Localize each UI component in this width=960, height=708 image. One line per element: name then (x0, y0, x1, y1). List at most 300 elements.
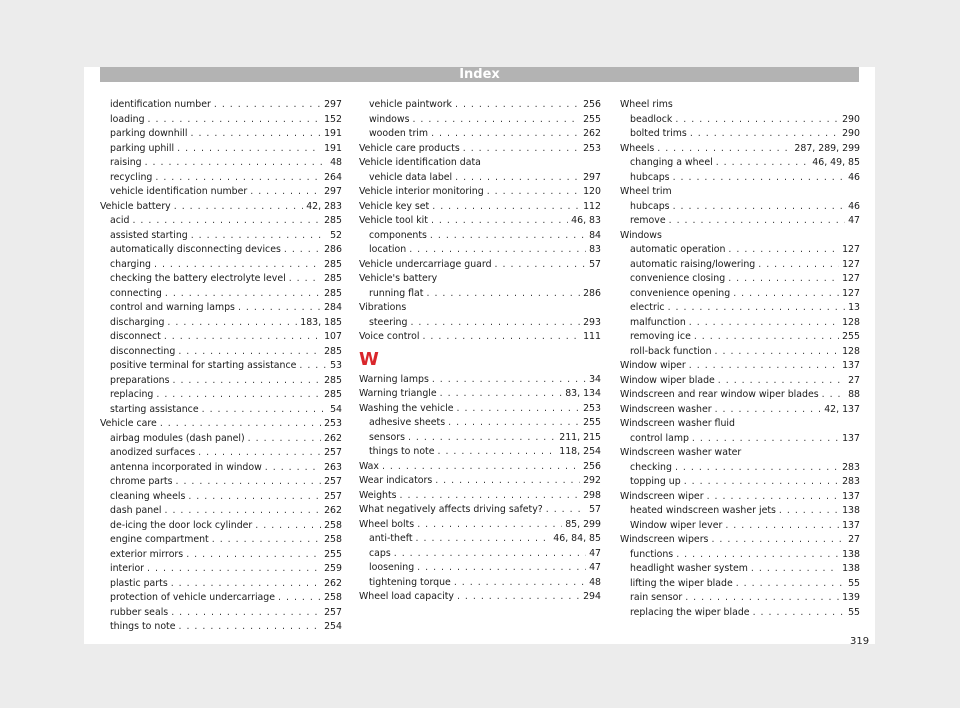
dot-leader (164, 330, 321, 345)
entry-page-refs: 47 (589, 547, 601, 559)
index-heading: Vehicle's battery (359, 273, 438, 284)
dot-leader (175, 475, 321, 490)
entry-term: roll-back function (630, 345, 712, 357)
dot-leader (188, 490, 321, 505)
dot-leader (171, 606, 321, 621)
index-subentry (100, 330, 342, 345)
index-entry (620, 533, 860, 548)
entry-term: engine compartment (110, 534, 209, 545)
index-entry (620, 490, 860, 505)
entry-term: loosening (369, 562, 415, 573)
entry-page-refs: 13 (848, 302, 860, 313)
dot-leader (165, 287, 321, 302)
index-subentry (100, 490, 342, 505)
index-subentry (620, 214, 860, 229)
entry-page-refs: 48 (330, 157, 342, 168)
index-subentry (100, 171, 342, 186)
entry-term: Vehicle care (100, 418, 157, 429)
index-subentry (620, 287, 860, 302)
dot-leader (400, 489, 581, 504)
entry-term: Vehicle undercarriage guard (359, 258, 492, 270)
index-subentry (100, 229, 342, 244)
entry-term: discharging (110, 316, 165, 328)
dot-leader (440, 387, 563, 402)
entry-page-refs: 46, 84, 85 (553, 533, 601, 544)
dot-leader (668, 301, 845, 316)
dot-leader (716, 156, 810, 171)
index-entry (100, 417, 342, 432)
entry-page-refs: 137 (842, 519, 860, 531)
index-entry (359, 387, 601, 402)
entry-page-refs: 127 (842, 273, 860, 284)
dot-leader (711, 533, 845, 548)
entry-page-refs: 264 (324, 171, 342, 183)
index-entry (359, 142, 601, 157)
dot-leader (417, 561, 586, 576)
entry-page-refs: 257 (324, 447, 342, 458)
entry-page-refs: 46 (848, 200, 860, 212)
entry-page-refs: 137 (842, 432, 860, 444)
entry-page-refs: 42, 137 (824, 403, 860, 415)
index-subentry (359, 229, 601, 244)
entry-page-refs: 258 (324, 519, 342, 531)
index-heading: Windscreen washer water (620, 447, 742, 458)
section-letter: W (359, 348, 379, 370)
index-subentry (620, 591, 860, 606)
entry-page-refs: 137 (842, 360, 860, 371)
entry-term: Windscreen and rear window wiper blades (620, 389, 819, 400)
dot-leader (448, 416, 580, 431)
entry-page-refs: 285 (324, 389, 342, 400)
entry-term: replacing (110, 389, 154, 400)
index-subentry (620, 301, 860, 316)
index-entry (359, 474, 601, 489)
index-subentry (100, 258, 342, 273)
entry-term: loading (110, 113, 145, 125)
entry-page-refs: 47 (589, 562, 601, 573)
index-subentry (100, 620, 342, 635)
index-entry (359, 460, 601, 475)
entry-term: Windscreen washer (620, 403, 712, 415)
entry-page-refs: 253 (583, 402, 601, 414)
index-subentry (620, 577, 860, 592)
entry-term: running flat (369, 287, 424, 299)
entry-term: acid (110, 215, 130, 226)
index-subentry (100, 142, 342, 157)
entry-term: starting assistance (110, 403, 199, 415)
index-entry (100, 200, 342, 215)
dot-leader (718, 374, 845, 389)
dot-leader (822, 388, 845, 403)
entry-page-refs: 128 (842, 316, 860, 328)
entry-page-refs: 138 (842, 548, 860, 560)
index-subentry (100, 98, 342, 113)
entry-page-refs: 285 (324, 258, 342, 270)
dot-leader (191, 229, 327, 244)
index-subentry (100, 606, 342, 621)
entry-page-refs: 258 (324, 592, 342, 603)
dot-leader (248, 432, 321, 447)
dot-leader (417, 518, 562, 533)
entry-term: automatically disconnecting devices (110, 244, 281, 255)
index-entry (620, 388, 860, 403)
entry-term: windows (369, 113, 410, 125)
entry-page-refs: 297 (583, 171, 601, 183)
index-subentry (359, 416, 601, 431)
entry-page-refs: 46, 49, 85 (812, 157, 860, 168)
dot-leader (758, 258, 839, 273)
entry-page-refs: 285 (324, 374, 342, 386)
dot-leader (676, 548, 839, 563)
index-subentry (620, 127, 860, 142)
entry-term: exterior mirrors (110, 548, 184, 560)
index-subentry (620, 475, 860, 490)
entry-page-refs: 262 (324, 505, 342, 516)
index-subentry (620, 504, 860, 519)
index-subentry (359, 547, 601, 562)
index-subentry (100, 214, 342, 229)
entry-page-refs: 84 (589, 229, 601, 241)
dot-leader (408, 431, 556, 446)
entry-page-refs: 255 (324, 548, 342, 560)
entry-term: Vehicle interior monitoring (359, 186, 484, 197)
entry-page-refs: 48 (589, 576, 601, 588)
dot-leader (675, 461, 839, 476)
index-subentry (620, 461, 860, 476)
index-heading: Wheel rims (620, 99, 673, 110)
entry-page-refs: 255 (842, 331, 860, 342)
dot-leader (657, 142, 791, 157)
entry-page-refs: 292 (583, 475, 601, 486)
entry-page-refs: 53 (330, 360, 342, 371)
dot-leader (426, 287, 580, 302)
entry-page-refs: 137 (842, 490, 860, 502)
entry-page-refs: 191 (324, 128, 342, 139)
entry-term: Warning lamps (359, 373, 429, 385)
dot-leader (198, 446, 321, 461)
dot-leader (156, 388, 321, 403)
index-subentry (100, 388, 342, 403)
entry-term: parking downhill (110, 128, 188, 139)
index-subentry (100, 577, 342, 592)
dot-leader (673, 200, 845, 215)
dot-leader (265, 461, 321, 476)
entry-page-refs: 255 (583, 417, 601, 428)
entry-page-refs: 118, 254 (559, 446, 601, 457)
index-subentry (100, 519, 342, 534)
entry-term: hubcaps (630, 171, 670, 183)
entry-term: remove (630, 215, 666, 226)
entry-term: lifting the wiper blade (630, 577, 733, 589)
dot-leader (715, 345, 840, 360)
entry-page-refs: 55 (848, 577, 860, 589)
index-entry (359, 330, 601, 345)
dot-leader (212, 533, 321, 548)
entry-term: Vehicle care products (359, 142, 460, 154)
entry-page-refs: 46 (848, 171, 860, 183)
entry-page-refs: 286 (324, 244, 342, 255)
entry-term: topping up (630, 476, 681, 487)
entry-term: vehicle data label (369, 171, 453, 183)
entry-term: Wheel bolts (359, 518, 415, 530)
index-subentry (620, 200, 860, 215)
entry-page-refs: 138 (842, 563, 860, 574)
dot-leader (160, 417, 321, 432)
entry-term: rubber seals (110, 606, 169, 618)
entry-term: sensors (369, 431, 405, 443)
entry-term: Vehicle tool kit (359, 215, 428, 226)
index-entry (359, 503, 601, 518)
dot-leader (779, 504, 839, 519)
entry-page-refs: 127 (842, 244, 860, 255)
entry-term: Wax (359, 460, 379, 472)
dot-leader (715, 403, 822, 418)
dot-leader (455, 98, 580, 113)
entry-page-refs: 55 (848, 606, 860, 618)
dot-leader (707, 490, 840, 505)
dot-leader (431, 214, 568, 229)
entry-page-refs: 257 (324, 476, 342, 487)
dot-leader (412, 113, 580, 128)
index-subentry (100, 359, 342, 374)
entry-term: assisted starting (110, 229, 188, 241)
entry-term: charging (110, 258, 151, 270)
dot-leader (455, 171, 580, 186)
entry-page-refs: 285 (324, 345, 342, 357)
index-subentry (359, 127, 601, 142)
entry-term: chrome parts (110, 476, 173, 487)
entry-page-refs: 138 (842, 505, 860, 516)
dot-leader (487, 185, 580, 200)
entry-page-refs: 257 (324, 606, 342, 618)
dot-leader (432, 200, 580, 215)
entry-page-refs: 127 (842, 258, 860, 270)
entry-page-refs: 283 (842, 461, 860, 473)
entry-page-refs: 139 (842, 592, 860, 603)
entry-term: rain sensor (630, 592, 683, 603)
entry-term: bolted trims (630, 128, 687, 139)
entry-term: antenna incorporated in window (110, 461, 262, 473)
dot-leader (145, 156, 327, 171)
index-column-1 (100, 98, 342, 635)
entry-term: components (369, 229, 427, 241)
entry-term: disconnect (110, 331, 161, 342)
dot-leader (438, 445, 557, 460)
entry-page-refs: 294 (583, 591, 601, 602)
entry-term: things to note (369, 446, 435, 457)
entry-page-refs: 54 (330, 403, 342, 415)
index-subentry (359, 576, 601, 591)
index-heading: Windows (620, 229, 662, 241)
entry-term: cleaning wheels (110, 490, 186, 502)
dot-leader (454, 576, 586, 591)
dot-leader (394, 547, 586, 562)
entry-term: things to note (110, 621, 176, 632)
entry-term: location (369, 244, 407, 255)
entry-page-refs: 127 (842, 287, 860, 299)
entry-page-refs: 287, 289, 299 (794, 142, 860, 154)
index-entry (359, 518, 601, 533)
page-number: 319 (850, 636, 870, 647)
entry-page-refs: 255 (583, 113, 601, 125)
index-subentry (100, 316, 342, 331)
entry-term: interior (110, 563, 145, 574)
entry-page-refs: 262 (324, 432, 342, 444)
entry-term: Wheel load capacity (359, 591, 454, 602)
entry-page-refs: 257 (324, 490, 342, 502)
entry-page-refs: 284 (324, 302, 342, 313)
entry-term: parking uphill (110, 142, 175, 154)
index-subentry (359, 561, 601, 576)
entry-term: Wheels (620, 142, 655, 154)
entry-term: Wear indicators (359, 475, 433, 486)
dot-leader (174, 200, 303, 215)
entry-page-refs: 285 (324, 287, 342, 299)
index-subentry (620, 432, 860, 447)
index-subentry (620, 519, 860, 534)
entry-term: identification number (110, 99, 211, 110)
entry-page-refs: 262 (583, 128, 601, 139)
entry-term: Washing the vehicle (359, 402, 454, 414)
index-entry (359, 590, 601, 605)
dot-leader (214, 98, 321, 113)
entry-term: Windscreen wiper (620, 490, 704, 502)
entry-page-refs: 128 (842, 345, 860, 357)
entry-term: positive terminal for starting assistance (110, 360, 297, 371)
entry-page-refs: 120 (583, 186, 601, 197)
dot-leader (382, 460, 580, 475)
entry-term: recycling (110, 171, 153, 183)
index-subentry (100, 562, 342, 577)
page-title: Index (100, 67, 859, 82)
index-heading: Vibrations (359, 302, 407, 313)
dot-leader (409, 243, 586, 258)
dot-leader (753, 606, 846, 621)
index-subentry (620, 272, 860, 287)
entry-page-refs: 112 (583, 200, 601, 212)
dot-leader (733, 287, 839, 302)
dot-leader (284, 243, 321, 258)
index-entry (359, 402, 601, 417)
index-subentry (100, 504, 342, 519)
dot-leader (725, 519, 839, 534)
entry-term: automatic raising/lowering (630, 258, 756, 270)
entry-term: removing ice (630, 331, 691, 342)
entry-page-refs: 297 (324, 99, 342, 110)
index-subentry (100, 461, 342, 476)
entry-page-refs: 191 (324, 142, 342, 154)
entry-term: Window wiper (620, 360, 686, 371)
dot-leader (250, 185, 321, 200)
entry-page-refs: 297 (324, 186, 342, 197)
entry-page-refs: 57 (589, 258, 601, 270)
dot-leader (167, 316, 297, 331)
index-subentry (100, 432, 342, 447)
dot-leader (178, 345, 321, 360)
index-subentry (620, 606, 860, 621)
entry-page-refs: 256 (583, 99, 601, 110)
entry-term: checking (630, 461, 672, 473)
dot-leader (238, 301, 321, 316)
index-subentry (100, 127, 342, 142)
dot-leader (173, 374, 322, 389)
dot-leader (410, 316, 580, 331)
entry-term: raising (110, 157, 142, 168)
index-column-2 (359, 98, 601, 605)
index-entry (359, 200, 601, 215)
entry-page-refs: 258 (324, 534, 342, 545)
entry-term: replacing the wiper blade (630, 606, 750, 618)
index-heading: Wheel trim (620, 186, 672, 197)
index-subentry (359, 445, 601, 460)
index-subentry (359, 98, 601, 113)
entry-page-refs: 27 (848, 534, 860, 545)
entry-page-refs: 286 (583, 287, 601, 299)
dot-leader (456, 402, 580, 417)
index-subentry (100, 301, 342, 316)
index-subentry (359, 316, 601, 331)
index-subentry (620, 113, 860, 128)
entry-term: steering (369, 316, 408, 328)
entry-term: tightening torque (369, 576, 451, 588)
index-subentry (620, 330, 860, 345)
index-entry (359, 373, 601, 388)
entry-term: headlight washer system (630, 563, 748, 574)
entry-page-refs: 285 (324, 215, 342, 226)
dot-leader (694, 330, 839, 345)
index-subentry (620, 171, 860, 186)
index-subentry (620, 243, 860, 258)
entry-page-refs: 262 (324, 577, 342, 589)
dot-leader (435, 474, 580, 489)
entry-page-refs: 290 (842, 128, 860, 139)
entry-term: wooden trim (369, 128, 429, 139)
index-subentry (620, 258, 860, 273)
dot-leader (416, 532, 551, 547)
entry-term: Window wiper blade (620, 374, 715, 386)
index-subentry (100, 156, 342, 171)
index-subentry (620, 345, 860, 360)
entry-page-refs: 107 (324, 331, 342, 342)
index-subentry (100, 446, 342, 461)
entry-page-refs: 293 (583, 316, 601, 328)
index-subentry (100, 272, 342, 287)
entry-term: malfunction (630, 316, 686, 328)
entry-page-refs: 52 (330, 229, 342, 241)
index-subentry (100, 287, 342, 302)
index-subentry (100, 591, 342, 606)
entry-page-refs: 42, 283 (306, 200, 342, 212)
entry-term: de-icing the door lock cylinder (110, 519, 253, 531)
dot-leader (546, 503, 586, 518)
dot-leader (684, 475, 839, 490)
entry-term: vehicle identification number (110, 186, 248, 197)
dot-leader (179, 620, 322, 635)
entry-page-refs: 34 (589, 373, 601, 385)
index-entry (620, 403, 860, 418)
dot-leader (278, 591, 321, 606)
dot-leader (669, 214, 845, 229)
entry-page-refs: 254 (324, 621, 342, 632)
dot-leader (191, 127, 322, 142)
dot-leader (692, 432, 839, 447)
entry-page-refs: 111 (583, 331, 601, 342)
dot-leader (675, 113, 839, 128)
index-heading: Windscreen washer fluid (620, 418, 735, 429)
index-subentry (620, 548, 860, 563)
entry-page-refs: 83 (589, 244, 601, 255)
dot-leader (202, 403, 327, 418)
